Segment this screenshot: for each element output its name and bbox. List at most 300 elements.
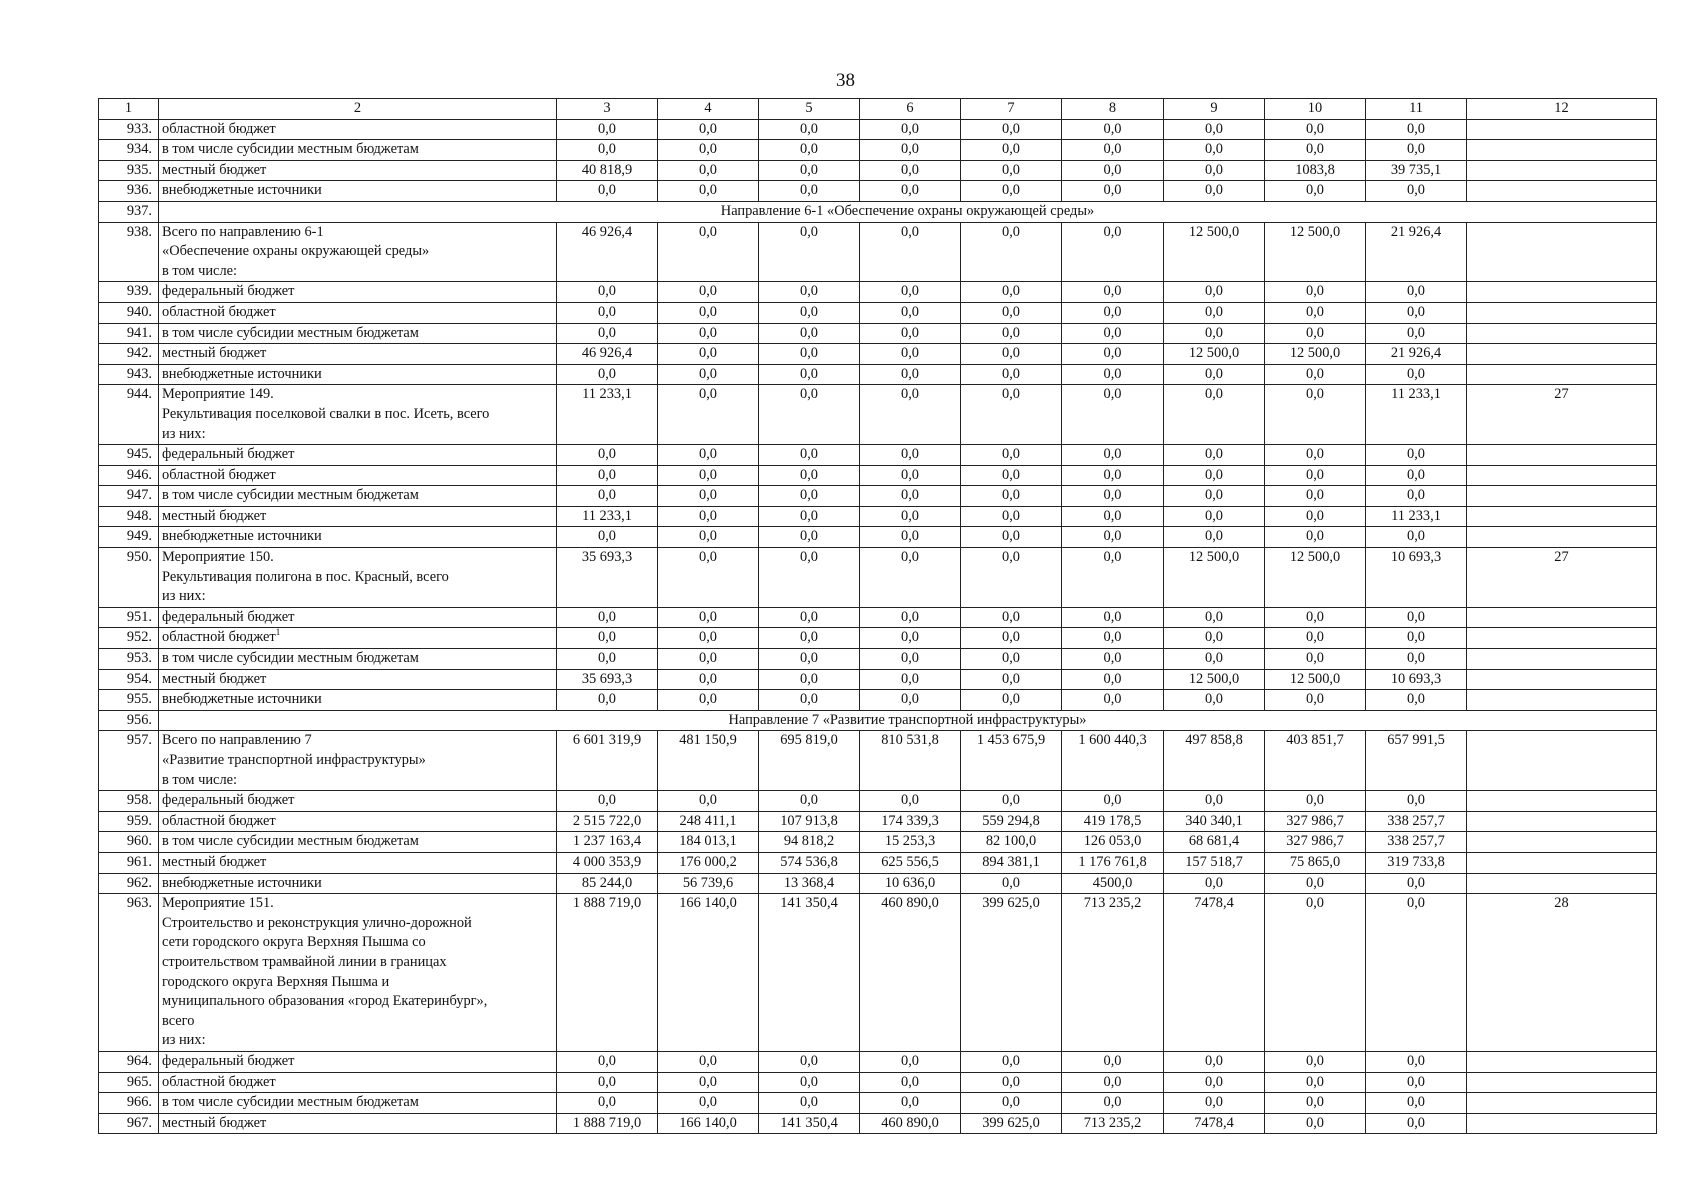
- table-row: [99, 140, 1657, 161]
- target-indicator-cell: [1467, 119, 1657, 140]
- row-number: 938.: [99, 222, 159, 282]
- value-cell: 0,0: [1366, 119, 1467, 140]
- value-cell: 248 411,1: [658, 811, 759, 832]
- value-cell: 0,0: [759, 1072, 860, 1093]
- value-cell: 0,0: [557, 364, 658, 385]
- value-cell: 0,0: [1366, 486, 1467, 507]
- value-cell: 176 000,2: [658, 852, 759, 873]
- value-cell: 0,0: [658, 160, 759, 181]
- value-cell: 0,0: [1164, 282, 1265, 303]
- target-indicator-cell: [1467, 282, 1657, 303]
- value-cell: 713 235,2: [1062, 1113, 1164, 1134]
- value-cell: 0,0: [1265, 323, 1366, 344]
- value-cell: 338 257,7: [1366, 832, 1467, 853]
- value-cell: 0,0: [860, 119, 961, 140]
- section-heading: Направление 6-1 «Обеспечение охраны окружающей среды»: [159, 201, 1657, 222]
- value-cell: 0,0: [1164, 181, 1265, 202]
- value-cell: 0,0: [557, 1072, 658, 1093]
- value-cell: 0,0: [658, 1051, 759, 1072]
- row-number: 953.: [99, 649, 159, 670]
- target-indicator-cell: [1467, 791, 1657, 812]
- row-description-text: в том числе субсидии местным бюджетам: [162, 833, 419, 850]
- value-cell: 0,0: [1366, 690, 1467, 711]
- value-cell: 0,0: [860, 323, 961, 344]
- value-cell: 0,0: [1265, 364, 1366, 385]
- value-cell: 12 500,0: [1265, 669, 1366, 690]
- value-cell: 0,0: [759, 364, 860, 385]
- value-cell: 0,0: [759, 119, 860, 140]
- value-cell: 0,0: [1062, 669, 1164, 690]
- row-description: [159, 607, 557, 628]
- value-cell: 166 140,0: [658, 1113, 759, 1134]
- value-cell: 157 518,7: [1164, 852, 1265, 873]
- row-description: [159, 160, 557, 181]
- value-cell: 0,0: [860, 791, 961, 812]
- value-cell: 0,0: [759, 344, 860, 365]
- value-cell: 0,0: [1164, 690, 1265, 711]
- value-cell: 0,0: [1164, 1072, 1265, 1093]
- value-cell: 0,0: [961, 873, 1062, 894]
- value-cell: 0,0: [1265, 1072, 1366, 1093]
- value-cell: 46 926,4: [557, 222, 658, 282]
- table-row: [99, 385, 1657, 445]
- value-cell: 0,0: [658, 649, 759, 670]
- row-description: [159, 486, 557, 507]
- value-cell: 0,0: [860, 465, 961, 486]
- target-indicator-cell: [1467, 731, 1657, 791]
- value-cell: 0,0: [961, 302, 1062, 323]
- value-cell: 460 890,0: [860, 894, 961, 1052]
- value-cell: 0,0: [1265, 119, 1366, 140]
- row-description-text: областной бюджет: [162, 1073, 276, 1090]
- value-cell: 0,0: [759, 222, 860, 282]
- value-cell: 0,0: [1164, 486, 1265, 507]
- value-cell: 141 350,4: [759, 894, 860, 1052]
- value-cell: 85 244,0: [557, 873, 658, 894]
- target-indicator-cell: [1467, 649, 1657, 670]
- row-description: [159, 527, 557, 548]
- table-row: [99, 710, 1657, 731]
- value-cell: 7478,4: [1164, 1113, 1265, 1134]
- value-cell: 0,0: [1366, 1093, 1467, 1114]
- value-cell: 0,0: [1366, 527, 1467, 548]
- value-cell: 0,0: [658, 222, 759, 282]
- value-cell: 0,0: [557, 791, 658, 812]
- value-cell: 0,0: [1265, 1051, 1366, 1072]
- value-cell: 0,0: [759, 607, 860, 628]
- value-cell: 340 340,1: [1164, 811, 1265, 832]
- row-description-text: Мероприятие 150. Рекультивация полигона в пос. Красный, всего из них:: [162, 549, 449, 605]
- row-description-text: Всего по направлению 7 «Развитие транспортной инфраструктуры» в том числе:: [162, 732, 426, 788]
- value-cell: 0,0: [1265, 385, 1366, 445]
- value-cell: 0,0: [1265, 873, 1366, 894]
- value-cell: 0,0: [1062, 364, 1164, 385]
- value-cell: 0,0: [759, 791, 860, 812]
- value-cell: 0,0: [1062, 791, 1164, 812]
- table-row: [99, 649, 1657, 670]
- row-number: 963.: [99, 894, 159, 1052]
- value-cell: 0,0: [557, 649, 658, 670]
- value-cell: 0,0: [658, 181, 759, 202]
- value-cell: 0,0: [557, 465, 658, 486]
- row-description: [159, 852, 557, 873]
- value-cell: 12 500,0: [1164, 222, 1265, 282]
- value-cell: 0,0: [557, 282, 658, 303]
- row-number: 954.: [99, 669, 159, 690]
- value-cell: 0,0: [1062, 1051, 1164, 1072]
- value-cell: 399 625,0: [961, 1113, 1062, 1134]
- value-cell: 0,0: [658, 323, 759, 344]
- table-row: [99, 282, 1657, 303]
- value-cell: 0,0: [1366, 302, 1467, 323]
- value-cell: 0,0: [1164, 302, 1265, 323]
- value-cell: 35 693,3: [557, 548, 658, 608]
- value-cell: 75 865,0: [1265, 852, 1366, 873]
- table-row: [99, 690, 1657, 711]
- value-cell: 0,0: [1062, 607, 1164, 628]
- row-description-text: федеральный бюджет: [162, 446, 295, 463]
- row-description: [159, 690, 557, 711]
- table-row: [99, 222, 1657, 282]
- row-number: 955.: [99, 690, 159, 711]
- value-cell: 0,0: [1366, 1113, 1467, 1134]
- value-cell: 0,0: [1062, 119, 1164, 140]
- row-description: [159, 628, 557, 649]
- value-cell: 40 818,9: [557, 160, 658, 181]
- value-cell: 0,0: [557, 1093, 658, 1114]
- row-description-text: внебюджетные источники: [162, 874, 322, 891]
- table-row: [99, 607, 1657, 628]
- row-description-text: федеральный бюджет: [162, 792, 295, 809]
- value-cell: 12 500,0: [1265, 222, 1366, 282]
- row-number: 939.: [99, 282, 159, 303]
- col-header: 8: [1062, 99, 1164, 120]
- row-number: 956.: [99, 710, 159, 731]
- value-cell: 39 735,1: [1366, 160, 1467, 181]
- value-cell: 0,0: [1366, 181, 1467, 202]
- row-description: [159, 1072, 557, 1093]
- table-row: [99, 852, 1657, 873]
- value-cell: 0,0: [1062, 302, 1164, 323]
- row-description: [159, 506, 557, 527]
- value-cell: 2 515 722,0: [557, 811, 658, 832]
- value-cell: 0,0: [860, 385, 961, 445]
- value-cell: 4500,0: [1062, 873, 1164, 894]
- col-header: 4: [658, 99, 759, 120]
- value-cell: 0,0: [759, 1093, 860, 1114]
- row-number: 949.: [99, 527, 159, 548]
- value-cell: 0,0: [1265, 140, 1366, 161]
- value-cell: 0,0: [961, 1072, 1062, 1093]
- value-cell: 0,0: [1164, 1093, 1265, 1114]
- row-description-text: областной бюджет: [162, 466, 276, 483]
- value-cell: 0,0: [860, 344, 961, 365]
- value-cell: 1 176 761,8: [1062, 852, 1164, 873]
- value-cell: 0,0: [961, 465, 1062, 486]
- value-cell: 0,0: [1062, 160, 1164, 181]
- value-cell: 0,0: [759, 690, 860, 711]
- row-description-text: федеральный бюджет: [162, 283, 295, 300]
- table-row: [99, 669, 1657, 690]
- row-description-text: внебюджетные источники: [162, 528, 322, 545]
- value-cell: 21 926,4: [1366, 344, 1467, 365]
- table-row: [99, 364, 1657, 385]
- value-cell: 0,0: [860, 669, 961, 690]
- row-description-text: Всего по направлению 6-1 «Обеспечение охраны окружающей среды» в том числе:: [162, 223, 430, 279]
- value-cell: 0,0: [1265, 302, 1366, 323]
- value-cell: 0,0: [961, 548, 1062, 608]
- target-indicator-cell: [1467, 607, 1657, 628]
- value-cell: 0,0: [961, 527, 1062, 548]
- value-cell: 0,0: [1366, 873, 1467, 894]
- row-description: [159, 323, 557, 344]
- value-cell: 0,0: [1265, 791, 1366, 812]
- value-cell: 0,0: [1062, 465, 1164, 486]
- value-cell: 0,0: [1366, 894, 1467, 1052]
- value-cell: 0,0: [1366, 1072, 1467, 1093]
- row-description: [159, 1113, 557, 1134]
- value-cell: 419 178,5: [1062, 811, 1164, 832]
- value-cell: 0,0: [1062, 282, 1164, 303]
- value-cell: 481 150,9: [658, 731, 759, 791]
- value-cell: 695 819,0: [759, 731, 860, 791]
- value-cell: 0,0: [1164, 119, 1265, 140]
- value-cell: 11 233,1: [557, 506, 658, 527]
- value-cell: 0,0: [658, 465, 759, 486]
- table-row: [99, 791, 1657, 812]
- row-description: [159, 669, 557, 690]
- page-number: 38: [836, 70, 855, 91]
- row-description: [159, 731, 557, 791]
- value-cell: 0,0: [961, 791, 1062, 812]
- value-cell: 0,0: [658, 486, 759, 507]
- table-row: [99, 873, 1657, 894]
- value-cell: 559 294,8: [961, 811, 1062, 832]
- value-cell: 0,0: [759, 302, 860, 323]
- row-number: 941.: [99, 323, 159, 344]
- target-indicator-cell: [1467, 1051, 1657, 1072]
- row-number: 966.: [99, 1093, 159, 1114]
- value-cell: 0,0: [1366, 364, 1467, 385]
- value-cell: 0,0: [1164, 506, 1265, 527]
- target-indicator-cell: [1467, 1093, 1657, 1114]
- target-indicator-cell: [1467, 1072, 1657, 1093]
- value-cell: 0,0: [759, 181, 860, 202]
- row-description-text: в том числе субсидии местным бюджетам: [162, 650, 419, 667]
- row-description: [159, 385, 557, 445]
- row-number: 959.: [99, 811, 159, 832]
- value-cell: 0,0: [1366, 282, 1467, 303]
- value-cell: 0,0: [961, 385, 1062, 445]
- value-cell: 0,0: [860, 282, 961, 303]
- value-cell: 12 500,0: [1164, 548, 1265, 608]
- row-description-text: местный бюджет: [162, 507, 267, 524]
- value-cell: 0,0: [961, 690, 1062, 711]
- target-indicator-cell: [1467, 628, 1657, 649]
- table-row: [99, 1051, 1657, 1072]
- row-description-text: Мероприятие 149. Рекультивация поселковой свалки в пос. Исеть, всего из них:: [162, 386, 490, 442]
- value-cell: 0,0: [961, 323, 1062, 344]
- target-indicator-cell: [1467, 1113, 1657, 1134]
- target-indicator-cell: 27: [1467, 548, 1657, 608]
- value-cell: 0,0: [961, 445, 1062, 466]
- target-indicator-cell: [1467, 811, 1657, 832]
- value-cell: 0,0: [658, 302, 759, 323]
- value-cell: 0,0: [860, 1051, 961, 1072]
- row-description-text: в том числе субсидии местным бюджетам: [162, 324, 419, 341]
- target-indicator-cell: [1467, 323, 1657, 344]
- row-description: [159, 364, 557, 385]
- row-description: [159, 548, 557, 608]
- target-indicator-cell: [1467, 160, 1657, 181]
- value-cell: 0,0: [557, 140, 658, 161]
- table-row: [99, 894, 1657, 1052]
- row-number: 967.: [99, 1113, 159, 1134]
- value-cell: 0,0: [557, 181, 658, 202]
- row-description-text: внебюджетные источники: [162, 365, 322, 382]
- value-cell: 10 693,3: [1366, 548, 1467, 608]
- row-number: 944.: [99, 385, 159, 445]
- value-cell: 0,0: [860, 527, 961, 548]
- value-cell: 0,0: [1062, 344, 1164, 365]
- value-cell: 126 053,0: [1062, 832, 1164, 853]
- value-cell: 0,0: [1062, 628, 1164, 649]
- value-cell: 0,0: [1062, 1072, 1164, 1093]
- value-cell: 0,0: [1265, 690, 1366, 711]
- target-indicator-cell: [1467, 690, 1657, 711]
- value-cell: 0,0: [860, 548, 961, 608]
- table-row: [99, 506, 1657, 527]
- value-cell: 0,0: [1265, 282, 1366, 303]
- value-cell: 713 235,2: [1062, 894, 1164, 1052]
- value-cell: 0,0: [658, 119, 759, 140]
- value-cell: 0,0: [1062, 527, 1164, 548]
- value-cell: 0,0: [1164, 791, 1265, 812]
- value-cell: 13 368,4: [759, 873, 860, 894]
- value-cell: 0,0: [557, 1051, 658, 1072]
- value-cell: 403 851,7: [1265, 731, 1366, 791]
- table-row: [99, 302, 1657, 323]
- value-cell: 0,0: [1265, 181, 1366, 202]
- value-cell: 7478,4: [1164, 894, 1265, 1052]
- target-indicator-cell: [1467, 832, 1657, 853]
- row-number: 947.: [99, 486, 159, 507]
- value-cell: 107 913,8: [759, 811, 860, 832]
- value-cell: 0,0: [1164, 873, 1265, 894]
- row-number: 961.: [99, 852, 159, 873]
- value-cell: 0,0: [1265, 465, 1366, 486]
- value-cell: 0,0: [658, 282, 759, 303]
- value-cell: 0,0: [1265, 527, 1366, 548]
- value-cell: 0,0: [759, 486, 860, 507]
- table-row: [99, 323, 1657, 344]
- value-cell: 0,0: [759, 323, 860, 344]
- column-number-row: [99, 99, 1657, 120]
- col-header: 5: [759, 99, 860, 120]
- row-description: [159, 119, 557, 140]
- row-description-text: местный бюджет: [162, 670, 267, 687]
- value-cell: 0,0: [961, 119, 1062, 140]
- value-cell: 0,0: [1164, 323, 1265, 344]
- target-indicator-cell: [1467, 302, 1657, 323]
- value-cell: 0,0: [1366, 465, 1467, 486]
- row-description-text: областной бюджет: [162, 629, 276, 646]
- value-cell: 0,0: [1366, 445, 1467, 466]
- value-cell: 0,0: [1062, 486, 1164, 507]
- table-row: [99, 628, 1657, 649]
- col-header: 10: [1265, 99, 1366, 120]
- value-cell: 0,0: [759, 445, 860, 466]
- value-cell: 0,0: [557, 119, 658, 140]
- value-cell: 0,0: [1062, 649, 1164, 670]
- value-cell: 12 500,0: [1164, 669, 1265, 690]
- row-number: 948.: [99, 506, 159, 527]
- row-number: 935.: [99, 160, 159, 181]
- table-row: [99, 811, 1657, 832]
- value-cell: 0,0: [1062, 140, 1164, 161]
- value-cell: 35 693,3: [557, 669, 658, 690]
- row-description: [159, 894, 557, 1052]
- table-row: [99, 548, 1657, 608]
- value-cell: 0,0: [1062, 385, 1164, 445]
- value-cell: 0,0: [759, 282, 860, 303]
- value-cell: 625 556,5: [860, 852, 961, 873]
- value-cell: 0,0: [658, 364, 759, 385]
- value-cell: 0,0: [1062, 323, 1164, 344]
- value-cell: 0,0: [961, 506, 1062, 527]
- value-cell: 1 237 163,4: [557, 832, 658, 853]
- row-description-text: в том числе субсидии местным бюджетам: [162, 487, 419, 504]
- value-cell: 0,0: [658, 607, 759, 628]
- row-description-text: местный бюджет: [162, 161, 267, 178]
- value-cell: 0,0: [1265, 1113, 1366, 1134]
- value-cell: 141 350,4: [759, 1113, 860, 1134]
- value-cell: 0,0: [1164, 527, 1265, 548]
- row-number: 940.: [99, 302, 159, 323]
- value-cell: 15 253,3: [860, 832, 961, 853]
- value-cell: 0,0: [557, 302, 658, 323]
- value-cell: 0,0: [860, 302, 961, 323]
- row-description-text: внебюджетные источники: [162, 691, 322, 708]
- value-cell: 327 986,7: [1265, 832, 1366, 853]
- value-cell: 0,0: [557, 527, 658, 548]
- value-cell: 0,0: [759, 527, 860, 548]
- value-cell: 0,0: [658, 669, 759, 690]
- row-number: 952.: [99, 628, 159, 649]
- row-description: [159, 1093, 557, 1114]
- row-number: 937.: [99, 201, 159, 222]
- target-indicator-cell: [1467, 364, 1657, 385]
- table-row: [99, 445, 1657, 466]
- value-cell: 82 100,0: [961, 832, 1062, 853]
- value-cell: 11 233,1: [557, 385, 658, 445]
- value-cell: 0,0: [1164, 607, 1265, 628]
- value-cell: 0,0: [1164, 445, 1265, 466]
- value-cell: 0,0: [658, 1093, 759, 1114]
- value-cell: 0,0: [961, 160, 1062, 181]
- value-cell: 0,0: [860, 181, 961, 202]
- value-cell: 0,0: [860, 486, 961, 507]
- value-cell: 0,0: [759, 628, 860, 649]
- value-cell: 10 636,0: [860, 873, 961, 894]
- value-cell: 94 818,2: [759, 832, 860, 853]
- row-description-text: местный бюджет: [162, 345, 267, 362]
- value-cell: 0,0: [658, 506, 759, 527]
- value-cell: 0,0: [759, 465, 860, 486]
- row-description-text: в том числе субсидии местным бюджетам: [162, 1094, 419, 1111]
- col-header: 12: [1467, 99, 1657, 120]
- value-cell: 0,0: [961, 181, 1062, 202]
